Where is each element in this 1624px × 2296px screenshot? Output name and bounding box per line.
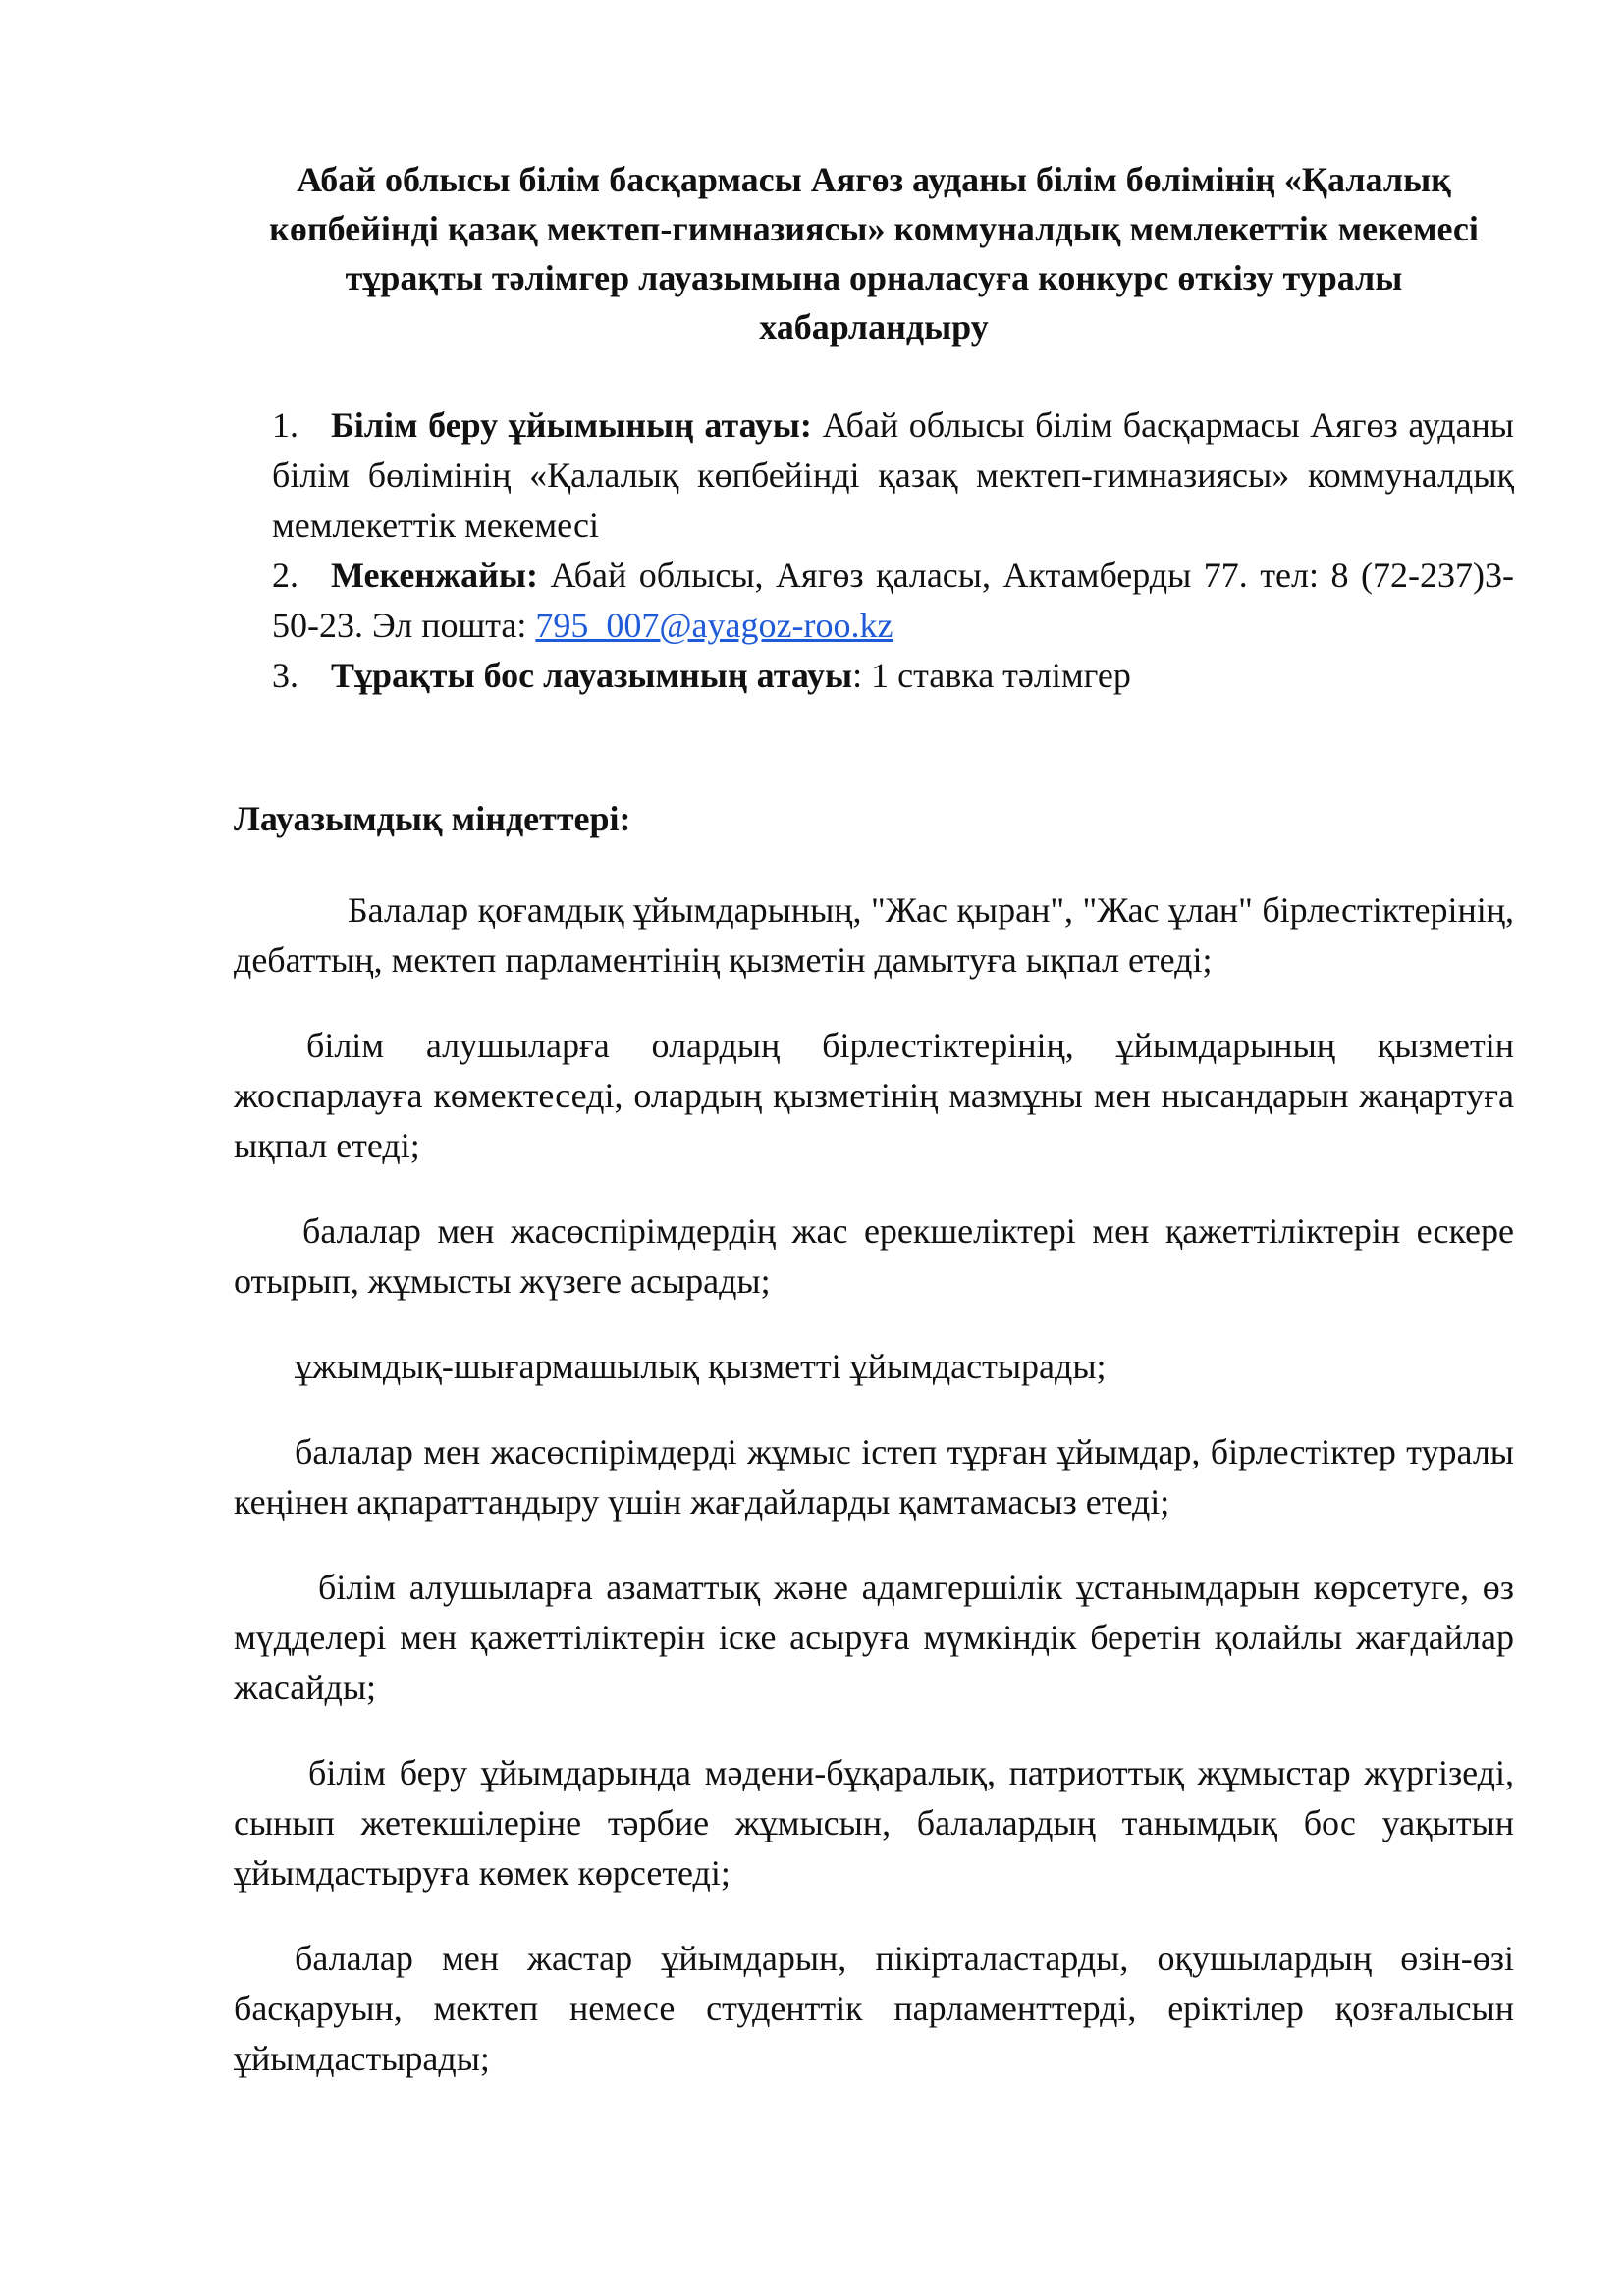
duties-heading: Лауазымдық міндеттері: <box>234 799 631 838</box>
document-page <box>234 155 1514 2084</box>
info-item-label: Тұрақты бос лауазымның атауы <box>331 656 853 695</box>
document-title: Абай облысы білім басқармасы Аягөз ауданы білім бөлімінің «Қалалық көпбейінді қазақ мектеп-гимназиясы» коммуналдық мемлекеттік мекемесі тұрақты тәлімгер лауазымына орналасуға конкурс өткізу туралы хабарландыру <box>269 160 1479 347</box>
organization-info-list <box>234 400 1514 701</box>
info-item-label: Білім беру ұйымының атауы: <box>331 405 812 445</box>
duty-paragraph: білім алушыларға олардың бірлестіктерінің, ұйымдарының қызметін жоспарлауға көмектеседі, олардың қызметінің мазмұны мен нысандарын жаңартуға ықпал етеді; <box>234 1026 1514 1165</box>
info-item-number: 2. <box>272 556 298 595</box>
duty-paragraph: балалар мен жасөспірімдерді жұмыс істеп тұрған ұйымдар, бірлестіктер туралы кеңінен ақпараттандыру үшін жағдайларды қамтамасыз етеді; <box>234 1432 1514 1522</box>
info-item-value: Абай облысы, Аягөз қаласы, Актамберды 77. тел: 8 (72-237)3-50-23. Эл пошта: <box>272 556 1514 645</box>
info-item-value: Абай облысы білім басқармасы Аягөз ауданы білім бөлімінің «Қалалық көпбейінді қазақ мектеп-гимназиясы» коммуналдық мемлекеттік мекемесі <box>272 405 1514 545</box>
info-item-number: 1. <box>272 405 298 445</box>
info-item-address <box>272 551 1514 651</box>
info-item-label: Мекенжайы: <box>331 556 538 595</box>
info-item-organization-name <box>272 400 1514 551</box>
duty-paragraph: Балалар қоғамдық ұйымдарының, "Жас қыран", "Жас ұлан" бірлестіктерінің, дебаттың, мектеп парламентінің қызметін дамытуға ықпал етеді; <box>234 890 1514 980</box>
duty-paragraph: балалар мен жастар ұйымдарын, пікірталастарды, оқушылардың өзін-өзі басқаруын, мектеп немесе студенттік парламенттерді, еріктілер қозғалысын ұйымдастырады; <box>234 1939 1514 2078</box>
info-item-position <box>272 651 1514 701</box>
info-item-value: : 1 ставка тәлімгер <box>852 656 1131 695</box>
email-link[interactable]: 795_007@ayagoz-roo.kz <box>535 606 893 645</box>
info-item-number: 3. <box>272 656 298 695</box>
duty-paragraph: білім беру ұйымдарында мәдени-бұқаралық, патриоттық жұмыстар жүргізеді, сынып жетекшілеріне тәрбие жұмысын, балалардың танымдық бос уақытын ұйымдастыруға көмек көрсетеді; <box>234 1753 1514 1893</box>
duty-paragraph: ұжымдық-шығармашылық қызметті ұйымдастырады; <box>295 1347 1107 1386</box>
duty-paragraph: білім алушыларға азаматтық және адамгершілік ұстанымдарын көрсетуге, өз мүдделері мен қажеттіліктерін іске асыруға мүмкіндік беретін қолайлы жағдайлар жасайды; <box>234 1568 1514 1707</box>
duty-paragraph: балалар мен жасөспірімдердің жас ерекшеліктері мен қажеттіліктерін ескере отырып, жұмысты жүзеге асырады; <box>234 1211 1514 1301</box>
